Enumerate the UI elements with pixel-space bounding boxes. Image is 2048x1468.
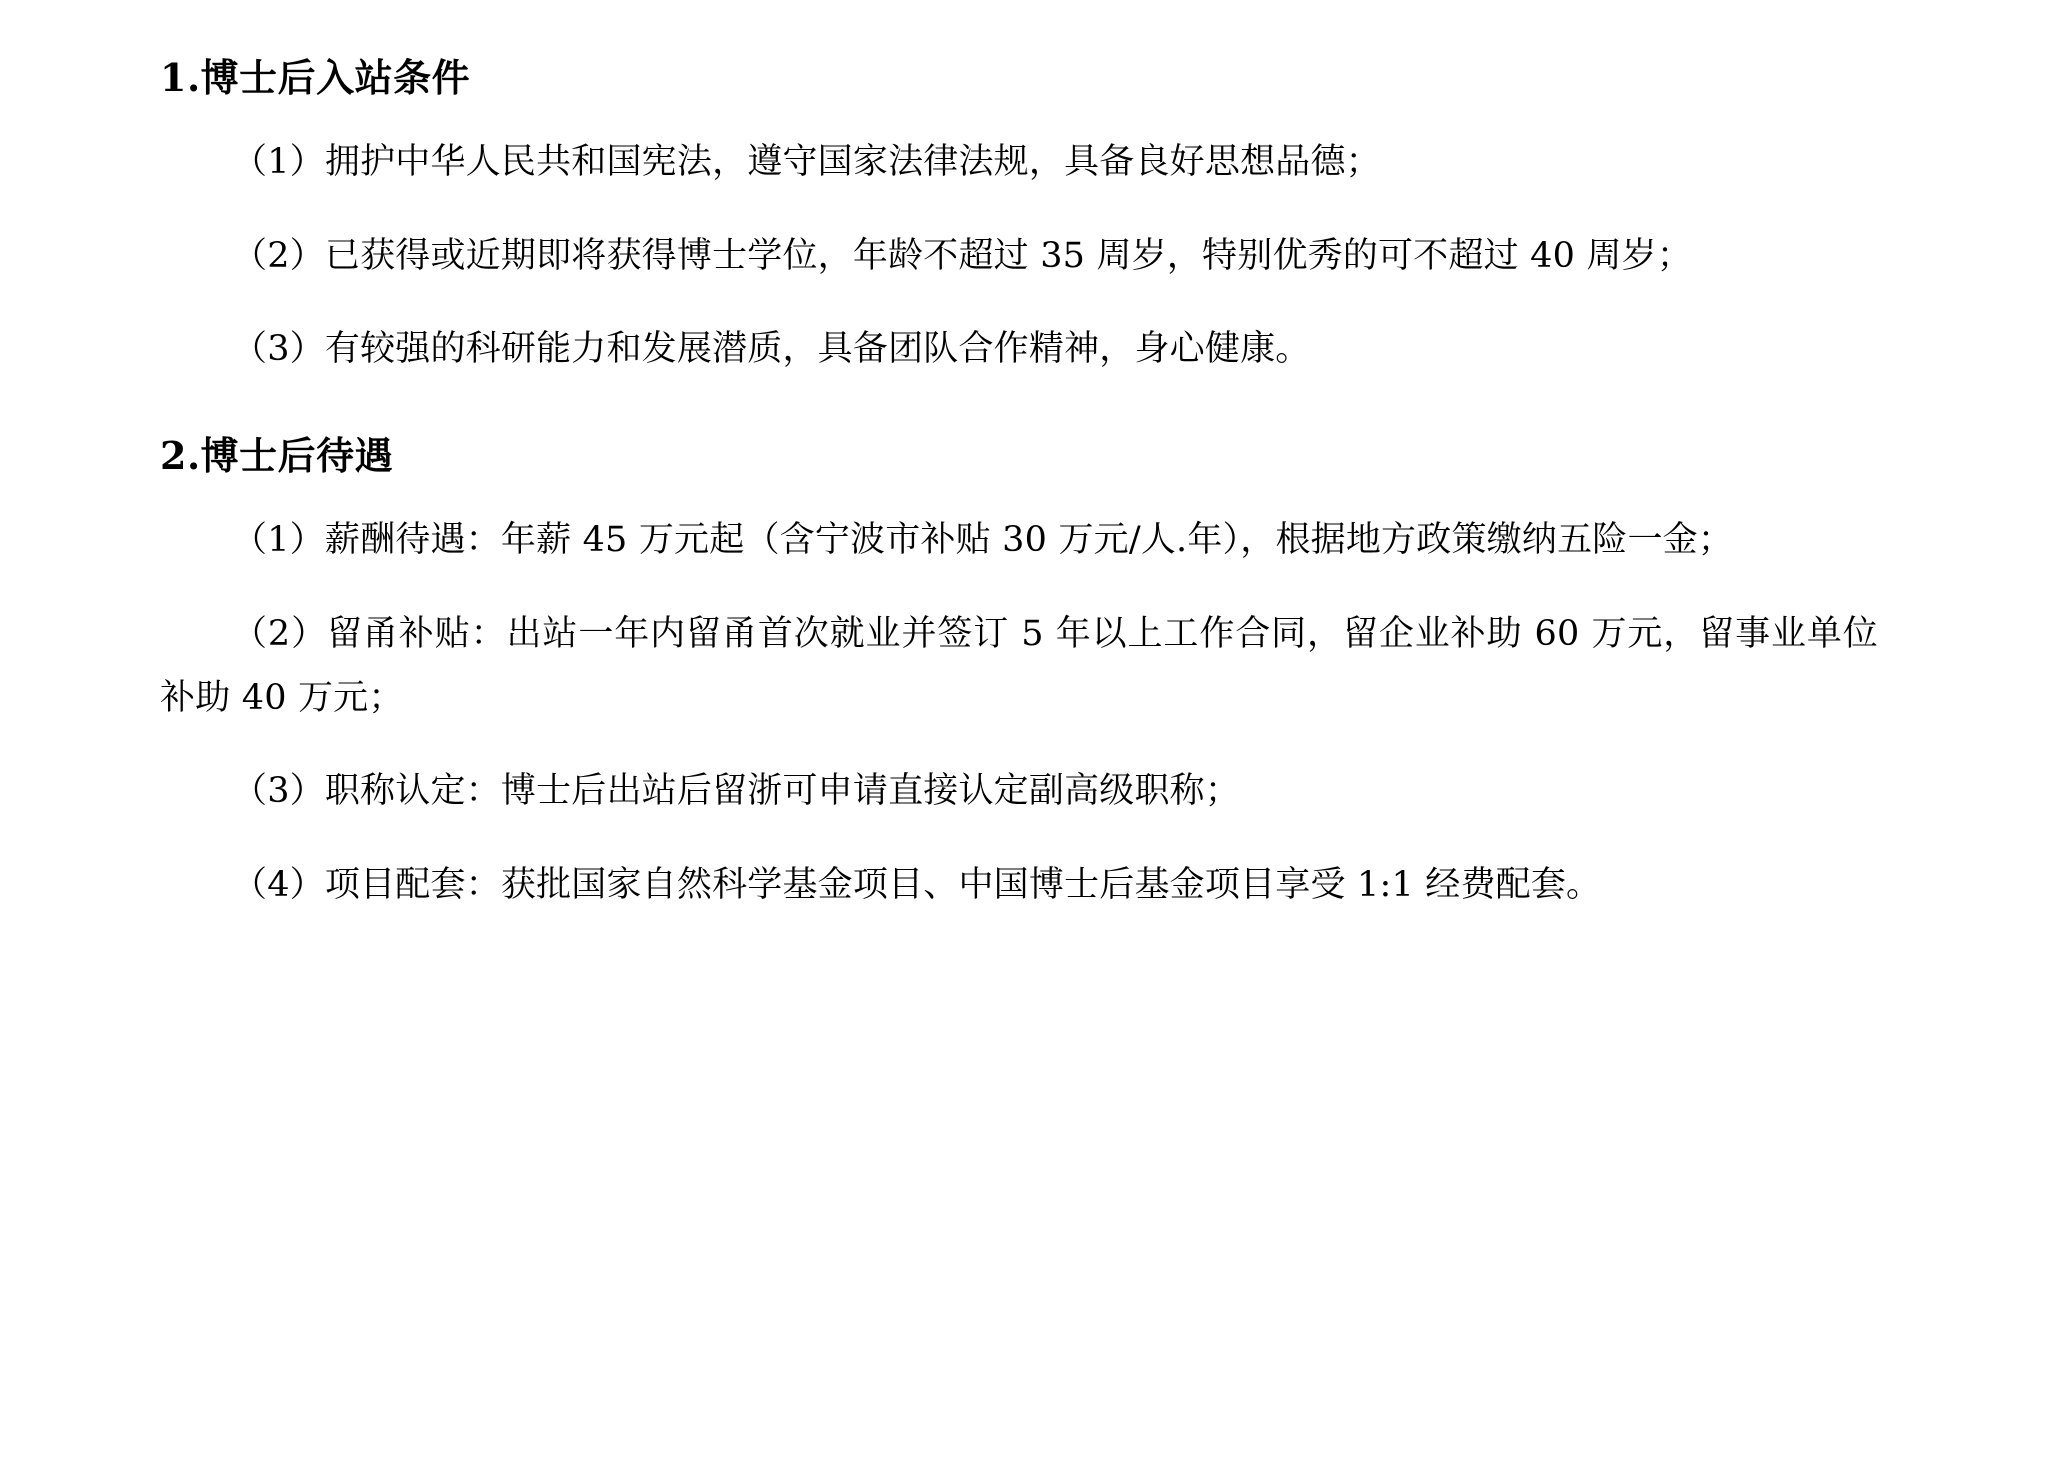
section-postdoc-benefits bbox=[160, 428, 1878, 918]
paragraph-benefit-item-4: （4）项目配套：获批国家自然科学基金项目、中国博士后基金项目享受 1:1 经费配套。 bbox=[232, 865, 1602, 905]
section-heading-entry-requirements: 1.博士后入站条件 bbox=[160, 55, 471, 100]
section-postdoc-entry-requirements bbox=[160, 50, 1878, 382]
paragraph-entry-item-2: （2）已获得或近期即将获得博士学位，年龄不超过 35 周岁，特别优秀的可不超过 40 周岁； bbox=[232, 235, 1693, 276]
paragraph-benefit-item-3: （3）职称认定：博士后出站后留浙可申请直接认定副高级职称； bbox=[232, 771, 1241, 812]
paragraph-entry-item-3: （3）有较强的科研能力和发展潜质，具备团队合作精神，身心健康。 bbox=[232, 329, 1311, 370]
section-heading-benefits: 2.博士后待遇 bbox=[160, 433, 394, 479]
paragraph-entry-item-1: （1）拥护中华人民共和国宪法，遵守国家法律法规，具备良好思想品德； bbox=[232, 142, 1381, 183]
paragraph-benefit-item-1: （1）薪酬待遇：年薪 45 万元起（含宁波市补贴 30 万元/人.年），根据地方政策缴纳五险一金； bbox=[232, 520, 1734, 561]
paragraph-benefit-item-2: （2）留甬补贴：出站一年内留甬首次就业并签订 5 年以上工作合同，留企业补助 60 万元，留事业单位补助 40 万元； bbox=[160, 613, 1878, 718]
